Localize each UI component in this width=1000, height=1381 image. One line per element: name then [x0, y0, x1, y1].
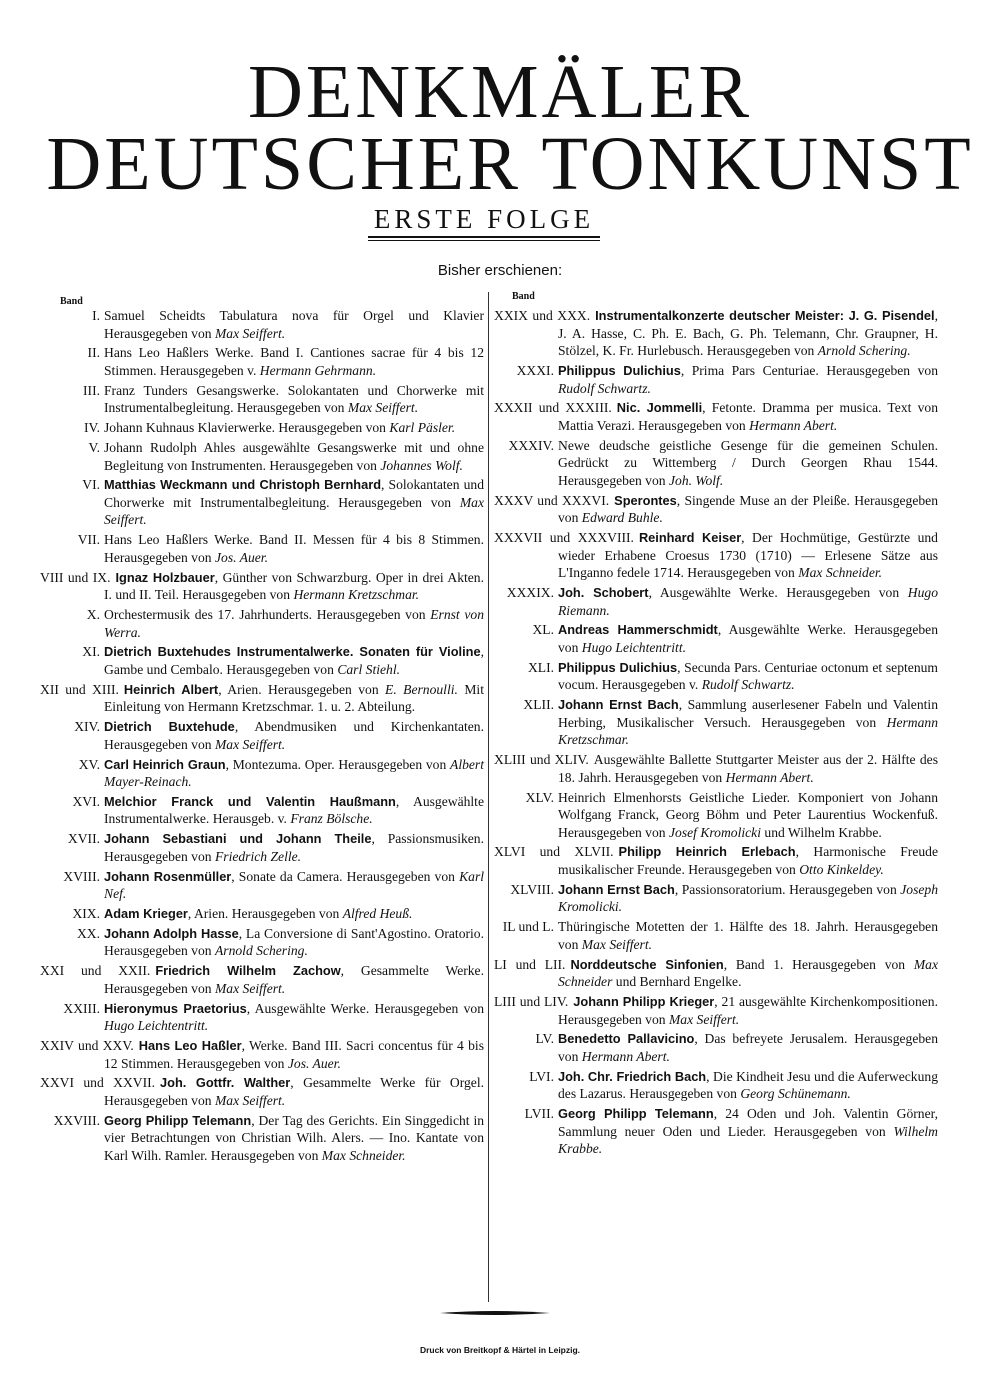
volume-editor: Otto Kinkeldey.: [799, 862, 884, 878]
left-column: [40, 307, 484, 1167]
volume-number: XLII.: [523, 697, 554, 713]
title-line-1: DENKMÄLER: [247, 50, 753, 134]
volume-number: XII und XIII.: [40, 681, 119, 697]
volume-number: IL und L.: [502, 919, 554, 935]
volume-entry: [494, 956, 938, 991]
volume-number: X.: [86, 607, 100, 622]
volume-number: XIX.: [72, 906, 100, 921]
volume-description: [558, 957, 938, 990]
volume-entry: [494, 621, 938, 656]
volume-description: [494, 1105, 938, 1158]
volume-number: XXXI.: [516, 362, 554, 378]
volume-number: XXVI und XXVII.: [40, 1075, 156, 1091]
volume-number: XIV.: [74, 719, 100, 735]
volume-description: [40, 382, 484, 417]
volume-number: XLIII und XLIV.: [494, 752, 589, 768]
volume-entry: [494, 362, 938, 397]
volume-number: XLVIII.: [510, 881, 554, 897]
volume-editor: Hermann Kretzschmar.: [293, 587, 420, 603]
band-label-left: Band: [60, 296, 83, 307]
volume-description: [558, 994, 938, 1027]
volume-editor: Arnold Schering.: [214, 943, 308, 959]
volume-editor: Jos. Auer.: [287, 1055, 341, 1071]
volume-title: Melchior Franck und Valentin Haußmann, Ausgewählte Instrumentalwerke. Herausgeb. v.: [104, 793, 484, 827]
volume-description: [40, 756, 484, 791]
volume-entry: [494, 399, 938, 434]
volume-title: Georg Philipp Telemann, Der Tag des Gerichts. Ein Singgedicht in vier Betrachtungen von Christian Wilh. Alers. — Ino. Kantate von Karl Wilh. Ramler. Herausgegeben von: [104, 1112, 485, 1163]
volume-entry: [494, 751, 938, 786]
volume-title: Franz Tunders Gesangswerke. Solokantaten und Chorwerke mit Instrumentalbegleitung. Herausgegeben von: [104, 382, 484, 416]
volume-title: Heinrich Elmenhorsts Geistliche Lieder. Komponiert von Johann Wolfgang Franck, Georg Böhm und Peter Laurentius Wockenfuß. Herausgegeben von: [558, 789, 938, 840]
volume-editor: Joseph Kromolicki.: [558, 881, 938, 915]
volume-editor: Max Seiffert.: [104, 494, 484, 528]
volume-description: [558, 493, 938, 526]
volume-description: [40, 344, 484, 379]
volume-editor: Max Schneider: [558, 956, 939, 990]
volume-description: [40, 307, 484, 342]
volume-entry: [40, 344, 484, 379]
volume-entry: [40, 643, 484, 678]
volume-title: Matthias Weckmann und Christoph Bernhard, Solokantaten und Chorwerke mit Instrumentalbegleitung. Herausgegeben von: [104, 477, 484, 510]
volume-description: [104, 963, 484, 996]
volume-description: [40, 439, 484, 474]
volume-number: XVIII.: [63, 868, 100, 884]
volume-number: II.: [87, 345, 100, 361]
volume-description: [558, 400, 938, 433]
volume-entry: [40, 925, 484, 960]
volume-description: [104, 682, 484, 715]
volume-description: [494, 1068, 938, 1103]
volume-editor: Max Schneider.: [798, 565, 883, 581]
volume-description: [494, 659, 938, 694]
volume-title: Andreas Hammerschmidt, Ausgewählte Werke. Herausgegeben von: [558, 622, 938, 655]
volume-description: [40, 1112, 484, 1165]
volume-title: Johann Kuhnaus Klavierwerke. Herausgegeben von: [104, 420, 386, 436]
volume-number: VIII und IX.: [40, 569, 111, 585]
volume-editor: Alfred Heuß.: [342, 906, 413, 921]
volume-entry: [40, 962, 484, 997]
volume-entry: [40, 1074, 484, 1109]
volume-description: [494, 437, 938, 490]
volume-title: Ignaz Holzbauer, Günther von Schwarzburg. Oper in drei Akten. I. und II. Teil. Herausgegeben von: [104, 569, 485, 603]
volume-number: XVII.: [67, 831, 100, 847]
volume-number: XXXVII und XXXVIII.: [494, 530, 634, 546]
volume-entry: [40, 382, 484, 417]
volume-number: LVII.: [524, 1106, 554, 1122]
volume-number: XXXV und XXXVI.: [494, 492, 610, 508]
volume-number: LVI.: [529, 1068, 554, 1084]
volume-title: Joh. Schobert, Ausgewählte Werke. Herausgegeben von: [558, 585, 900, 601]
volume-number: LV.: [535, 1031, 554, 1047]
band-label-right: Band: [512, 291, 535, 302]
volume-title: Adam Krieger, Arien. Herausgegeben von: [104, 906, 340, 921]
volume-editor: Ernst von Werra.: [104, 607, 484, 640]
volume-entry: [494, 1105, 938, 1158]
column-divider: [488, 292, 489, 1302]
volume-number: XX.: [76, 925, 100, 941]
volume-title: Hieronymus Praetorius, Ausgewählte Werke. Herausgegeben von: [104, 1000, 484, 1016]
volume-editor: Hugo Leichtentritt.: [104, 1018, 209, 1034]
volume-note: Mit Einleitung von Hermann Kretzschmar. 1. u. 2. Abteilung.: [104, 681, 484, 715]
volume-entry: [40, 439, 484, 474]
volume-title: Norddeutsche Sinfonien, Band 1. Herausgegeben von: [570, 956, 906, 972]
volume-title: Johann Rudolph Ahles ausgewählte Gesangswerke mit und ohne Begleitung von Instrumenten. Herausgegeben von: [104, 439, 484, 473]
volume-title: Friedrich Wilhelm Zachow, Gesammelte Werke. Herausgegeben von: [104, 963, 484, 996]
volume-description: [40, 905, 484, 923]
volume-description: [104, 1075, 484, 1108]
volume-number: III.: [83, 382, 100, 398]
volume-title: Philippus Dulichius, Prima Pars Centuriae. Herausgegeben von: [558, 362, 938, 378]
volume-entry: [40, 718, 484, 753]
volume-entry: [40, 1037, 484, 1072]
volume-entry: [40, 419, 484, 437]
volume-title: Hans Leo Haßlers Werke. Band I. Cantiones sacrae für 4 bis 12 Stimmen. Herausgegeben v.: [104, 345, 484, 378]
volume-number: XXXIV.: [508, 437, 554, 453]
volume-title: Benedetto Pallavicino, Das befreyete Jerusalem. Herausgegeben von: [558, 1031, 938, 1064]
volume-editor: Max Seiffert.: [347, 400, 419, 416]
volume-title: Newe deudsche geistliche Gesenge für die gemeinen Schulen. Gedrückt zu Wittemberg / Durch Georgen Rhau 1544. Herausgegeben von: [558, 437, 938, 488]
volume-description: [104, 570, 484, 603]
volume-entry: [494, 1068, 938, 1103]
volume-number: XXIV und XXV.: [40, 1037, 134, 1053]
volume-entry: [40, 756, 484, 791]
volume-entry: [40, 307, 484, 342]
volume-entry: [40, 830, 484, 865]
volume-description: [40, 1000, 484, 1035]
volume-entry: [40, 793, 484, 828]
volume-editor: Johannes Wolf.: [380, 457, 463, 473]
volume-description: [40, 793, 484, 828]
volume-editor: Hermann Abert.: [749, 417, 838, 433]
volume-number: XV.: [78, 756, 100, 772]
volume-entry: [40, 681, 484, 716]
volume-entry: [494, 584, 938, 619]
volume-title: Ausgewählte Ballette Stuttgarter Meister aus der 2. Hälfte des 18. Jahrh. Herausgegeben von: [558, 752, 938, 785]
volume-editor: Albert Mayer-Reinach.: [104, 756, 484, 790]
volume-description: [40, 419, 484, 437]
volume-editor: Hermann Gehrmann.: [259, 362, 377, 378]
right-column: [494, 307, 938, 1160]
volume-title: Joh. Gottfr. Walther, Gesammelte Werke für Orgel. Herausgegeben von: [104, 1075, 484, 1108]
printer-imprint: Druck von Breitkopf & Härtel in Leipzig.: [419, 1345, 581, 1355]
volume-title: Dietrich Buxtehudes Instrumentalwerke. Sonaten für Violine, Gambe und Cembalo. Herausgegeben von: [104, 644, 484, 677]
volume-entry: [494, 529, 938, 582]
volume-number: XLVI und XLVII.: [494, 844, 614, 860]
volume-description: [40, 925, 484, 960]
volume-title: Johann Adolph Hasse, La Conversione di Sant'Agostino. Oratorio. Herausgegeben von: [104, 925, 484, 959]
volume-number: XXIII.: [63, 1000, 100, 1016]
volume-description: [494, 584, 938, 619]
volume-title: Nic. Jommelli, Fetonte. Dramma per musica. Text von Mattia Verazi. Herausgegeben von: [558, 400, 939, 433]
volume-editor: Edward Buhle.: [581, 510, 663, 526]
volume-editor: Max Seiffert.: [214, 1092, 286, 1108]
volume-editor: Hugo Leichtentritt.: [581, 640, 687, 655]
volume-title: Georg Philipp Telemann, 24 Oden und Joh. Valentin Görner, Sammlung neuer Oden und Lieder. Herausgegeben von: [558, 1106, 938, 1139]
volume-number: XVI.: [72, 793, 100, 809]
volume-description: [40, 643, 484, 678]
volume-editor: Max Schneider.: [321, 1147, 406, 1163]
volume-editor: Max Seiffert.: [581, 936, 653, 952]
volume-title: Joh. Chr. Friedrich Bach, Die Kindheit Jesu und die Auferweckung des Lazarus. Herausgegeben von: [558, 1068, 938, 1102]
volume-editor: Max Seiffert.: [214, 325, 286, 341]
volume-title: Johann Ernst Bach, Passionsoratorium. Herausgegeben von: [558, 881, 897, 897]
published-label: Bisher erschienen:: [437, 262, 563, 279]
volume-entry: [40, 868, 484, 903]
title-line-2: DEUTSCHER TONKUNST: [46, 122, 974, 206]
volume-number: LIII und LIV.: [494, 993, 569, 1009]
volume-entry: [494, 993, 938, 1028]
volume-number: V.: [88, 439, 100, 455]
volume-description: [494, 789, 938, 842]
volume-editor: Karl Päsler.: [389, 420, 456, 436]
volume-title: Thüringische Motetten der 1. Hälfte des 18. Jahrh. Herausgegeben von: [558, 919, 938, 952]
volume-editor: Joh. Wolf.: [668, 472, 724, 488]
volume-title: Hans Leo Haßlers Werke. Band II. Messen für 4 bis 8 Stimmen. Herausgegeben von: [104, 532, 484, 565]
volume-number: VI.: [82, 477, 100, 493]
volume-entry: [40, 606, 484, 641]
volume-number: XL.: [532, 622, 554, 638]
volume-description: [494, 881, 938, 916]
volume-title: Heinrich Albert, Arien. Herausgegeben von: [123, 681, 379, 697]
volume-entry: [40, 1000, 484, 1035]
volume-entry: [494, 881, 938, 916]
volume-description: [494, 1030, 938, 1065]
volume-number: XLI.: [527, 659, 554, 675]
volume-description: [558, 752, 938, 785]
volume-title: Johann Rosenmüller, Sonate da Camera. Herausgegeben von: [104, 868, 455, 884]
volume-title: Johann Ernst Bach, Sammlung auserlesener Fabeln und Valentin Herbing, Musikalischer Versuch. Herausgegeben von: [558, 697, 938, 730]
volume-title: Philippus Dulichius, Secunda Pars. Centuriae octonum et septenum vocum. Herausgegeben v.: [558, 659, 938, 693]
volume-editor: Josef Kromolicki: [668, 824, 761, 840]
volume-title: Orchestermusik des 17. Jahrhunderts. Herausgegeben von: [104, 607, 426, 622]
volume-editor: Max Seiffert.: [214, 980, 286, 996]
volume-title: Sperontes, Singende Muse an der Pleiße. Herausgegeben von: [558, 492, 938, 526]
volume-entry: [40, 531, 484, 566]
volume-entry: [40, 569, 484, 604]
volume-editor: Georg Schünemann.: [740, 1086, 851, 1102]
volume-entry: [494, 659, 938, 694]
volume-editor: Rudolf Schwartz.: [701, 677, 795, 693]
volume-number: I.: [92, 308, 100, 323]
volume-number: LI und LII.: [494, 956, 566, 972]
volume-description: [494, 918, 938, 953]
volume-description: [104, 1038, 484, 1071]
volume-number: XI.: [82, 644, 100, 660]
volume-entry: [494, 696, 938, 749]
volume-entry: [494, 789, 938, 842]
volume-number: XXVIII.: [53, 1112, 100, 1128]
volume-editor: Rudolf Schwartz.: [558, 380, 651, 396]
volume-editor: Franz Bölsche.: [290, 811, 373, 827]
volume-editor: Hermann Abert.: [725, 769, 814, 785]
volume-editor: Wilhelm Krabbe.: [558, 1123, 938, 1157]
volume-number: XXI und XXII.: [40, 963, 151, 979]
volume-entry: [494, 843, 938, 878]
volume-title: Reinhard Keiser, Der Hochmütige, Gestürzte und wieder Erhabene Croesus 1730 (1710) — Erlesene Sätze aus L'Inganno fedele 1714. Herausgegeben von: [558, 530, 938, 581]
volume-editor: Arnold Schering.: [817, 343, 911, 359]
volume-number: IV.: [84, 420, 100, 436]
volume-title: Samuel Scheidts Tabulatura nova für Orgel und Klavier Herausgegeben von: [104, 308, 484, 341]
volume-title: Johann Sebastiani und Johann Theile, Passionsmusiken. Herausgegeben von: [104, 831, 484, 864]
volume-description: [40, 606, 484, 641]
volume-description: [494, 362, 938, 397]
volume-editor: Max Seiffert.: [214, 736, 286, 752]
volume-editor: Jos. Auer.: [214, 549, 268, 565]
volume-editor: Karl Nef.: [104, 868, 485, 902]
subtitle: ERSTE FOLGE: [368, 204, 600, 238]
volume-entry: [494, 437, 938, 490]
volume-entry: [494, 1030, 938, 1065]
volume-description: [40, 718, 484, 753]
volume-editor: Max Seiffert.: [668, 1011, 740, 1027]
volume-title: Dietrich Buxtehude, Abendmusiken und Kirchenkantaten. Herausgegeben von: [104, 719, 485, 752]
volume-editor: Hugo Riemann.: [558, 585, 938, 618]
volume-description: [40, 476, 484, 529]
volume-description: [40, 830, 484, 865]
volume-title: Carl Heinrich Graun, Montezuma. Oper. Herausgegeben von: [104, 756, 447, 772]
volume-number: XLV.: [525, 789, 554, 805]
volume-description: [40, 531, 484, 566]
volume-description: [558, 844, 938, 877]
volume-editor: Friedrich Zelle.: [214, 848, 302, 864]
volume-entry: [494, 492, 938, 527]
volume-number: VII.: [77, 532, 100, 548]
volume-description: [558, 308, 938, 358]
volume-title: Instrumentalkonzerte deutscher Meister: J. G. Pisendel, J. A. Hasse, C. Ph. E. Bach, G. Ph. Telemann, Chr. Graupner, H. Stölzel, K. Fr. Hurlebusch. Herausgegeben von: [558, 308, 938, 359]
volume-description: [40, 868, 484, 903]
volume-note: und Bernhard Engelke.: [615, 974, 742, 990]
volume-editor: Carl Stiehl.: [337, 661, 400, 677]
volume-description: [494, 696, 938, 749]
volume-editor: Hermann Kretzschmar.: [558, 714, 938, 748]
volume-title: Philipp Heinrich Erlebach, Harmonische Freude musikalischer Freunde. Herausgegeben von: [558, 844, 938, 878]
volume-description: [494, 621, 938, 656]
volume-number: XXXII und XXXIII.: [494, 400, 612, 416]
volume-entry: [494, 918, 938, 953]
volume-editor: Hermann Abert.: [581, 1048, 670, 1064]
ornament-divider: [440, 1310, 550, 1316]
volume-number: XXXIX.: [506, 585, 554, 601]
volume-number: XXIX und XXX.: [494, 308, 591, 323]
volume-title: Hans Leo Haßler, Werke. Band III. Sacri concentus für 4 bis 12 Stimmen. Herausgegeben von: [104, 1037, 484, 1071]
volume-entry: [40, 476, 484, 529]
volume-entry: [40, 1112, 484, 1165]
volume-note: und Wilhelm Krabbe.: [764, 824, 882, 840]
volume-entry: [494, 307, 938, 360]
volume-title: Johann Philipp Krieger, 21 ausgewählte Kirchenkompositionen. Herausgegeben von: [558, 993, 938, 1027]
volume-entry: [40, 905, 484, 923]
volume-editor: E. Bernoulli.: [385, 681, 458, 697]
